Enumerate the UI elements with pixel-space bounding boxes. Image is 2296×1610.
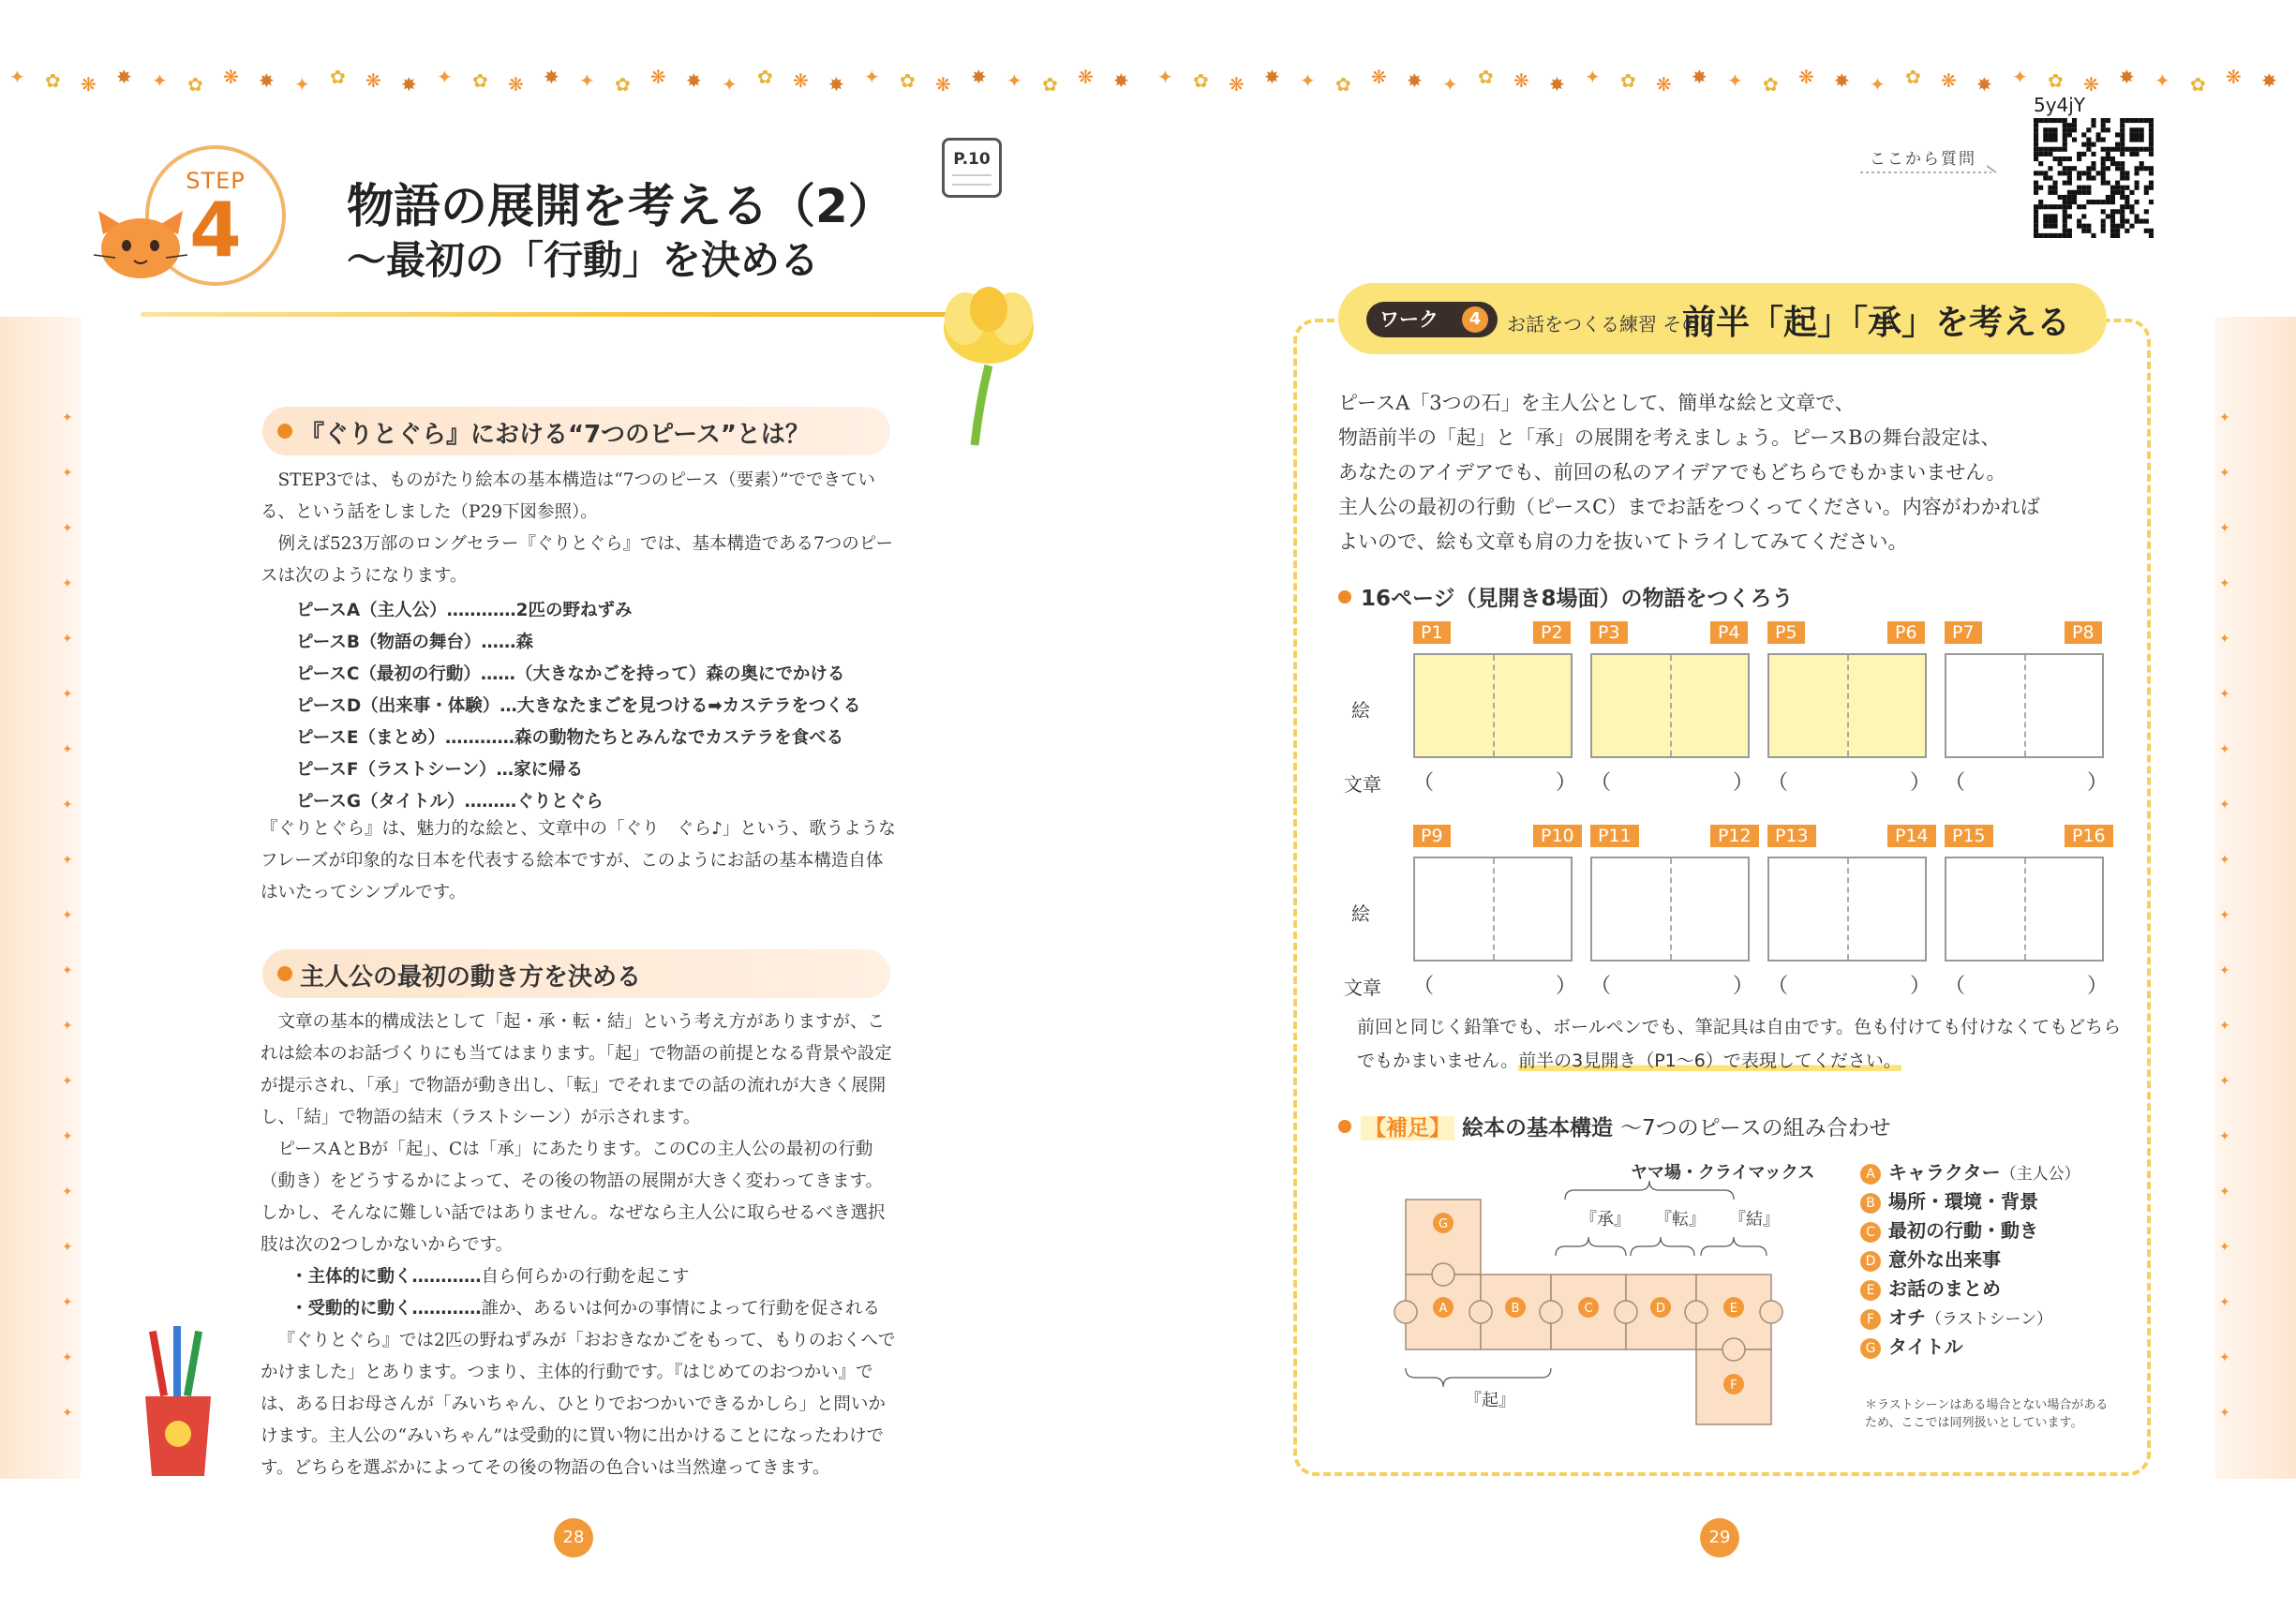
page-tag: P2 (1533, 621, 1571, 644)
leaf-icon: ✿ (472, 69, 488, 92)
legend-item (1860, 1303, 2052, 1330)
puzzle-letter-b: B (1511, 1302, 1520, 1316)
star-icon: ✦ (2219, 1074, 2230, 1089)
leaf-icon: ✿ (1335, 73, 1351, 96)
legend-note: （主人公） (2000, 1165, 2080, 1184)
star-icon: ✦ (62, 853, 73, 868)
row-label-text: 文章 (1344, 976, 1381, 999)
qr-caption-arrow (1860, 161, 2001, 176)
piece-value: （大きなかごを持って）森の奥にでかける (514, 664, 845, 684)
puzzle-letter-e: E (1729, 1302, 1738, 1316)
star-icon: ✦ (62, 1406, 73, 1421)
leaf-icon: ✿ (1905, 66, 1921, 88)
page-tag: P3 (1590, 621, 1628, 644)
puzzle-label-ki: 『起』 (1465, 1391, 1515, 1410)
legend-letter: G (1860, 1338, 1881, 1359)
leaf-icon: ❋ (1941, 69, 1957, 92)
legend-item (1860, 1245, 2001, 1272)
legend-item (1860, 1274, 2001, 1301)
yellow-flower-illustration (923, 281, 1054, 450)
leaf-icon: ✸ (1264, 66, 1280, 88)
section2-para2: ピースAとBが「起」、Cは「承」にあたります。このCの主人公の最初の行動（動き）をどうするかによって、その後の物語の展開が大きく変わってきます。しかし、そんなに難しい話ではありません。なぜなら主人公に取らせるべき選択肢は次の2つしかないからです。 (261, 1140, 886, 1255)
leaf-icon: ✸ (1976, 73, 1992, 96)
row-label-text: 文章 (1344, 773, 1381, 796)
leaf-icon: ❋ (2083, 73, 2099, 96)
choice-active (291, 1261, 690, 1293)
star-icon: ✦ (2219, 908, 2230, 923)
text-field-close: ） (2087, 975, 2109, 998)
leaf-icon: ✦ (579, 69, 595, 92)
leaf-icon: ❋ (223, 66, 239, 88)
page-tag: P8 (2065, 621, 2102, 644)
leaf-icon: ✸ (971, 66, 987, 88)
row-label-picture: 絵 (1351, 699, 1370, 722)
section1-heading-text: 『ぐりとぐら』における“7つのピース”とは？ (300, 421, 810, 449)
page-tag: P14 (1887, 825, 1936, 847)
leaf-icon: ✸ (1692, 66, 1707, 88)
text-field-close: ） (1556, 771, 1577, 795)
section1-para3: 『ぐりとぐら』は、魅力的な絵と、文章中の「ぐり ぐら♪」という、歌うようなフレーズが印象的な日本を代表する絵本ですが、このようにお話の基本構造自体はいたってシンプルです。 (261, 819, 896, 902)
star-icon: ✦ (62, 1350, 73, 1365)
legend-text: 最初の行動・動き (1888, 1219, 2038, 1242)
star-icon: ✦ (2219, 410, 2230, 425)
star-icon: ✦ (62, 742, 73, 757)
piece-value: ぐりとぐら (516, 792, 604, 812)
section2-body (261, 1006, 898, 1261)
star-icon: ✦ (2219, 1406, 2230, 1421)
leaf-icon: ✦ (1006, 69, 1022, 92)
piece-row (296, 691, 860, 723)
leaf-icon: ✸ (2119, 66, 2135, 88)
text-field-open: （ (1945, 975, 1966, 998)
legend-letter: D (1860, 1251, 1881, 1272)
puzzle-letter-a: A (1439, 1302, 1448, 1316)
work-title: 前半「起」「承」を考える (1682, 304, 2071, 342)
work-tag-label: ワーク (1379, 308, 1439, 331)
leaf-icon: ❋ (2226, 66, 2242, 88)
work-note (1357, 1010, 2125, 1078)
leaf-icon: ❋ (81, 73, 97, 96)
puzzle-label-yamaba: ヤマ場・クライマックス (1631, 1163, 1815, 1183)
legend-item (1860, 1157, 2080, 1185)
legend-note: （ラストシーン） (1926, 1310, 2053, 1329)
intro-line: 主人公の最初の行動（ピースC）までお話をつくってください。内容がわかれば (1338, 496, 2040, 518)
star-icon: ✦ (2219, 1129, 2230, 1144)
legend-text: オチ (1888, 1306, 1926, 1329)
leaf-icon: ❋ (1798, 66, 1814, 88)
star-icon: ✦ (2219, 1350, 2230, 1365)
hosoku-title: 絵本の基本構造 (1462, 1116, 1614, 1140)
star-icon: ✦ (62, 1185, 73, 1200)
text-field-close: ） (1556, 975, 1577, 998)
star-icon: ✦ (62, 1074, 73, 1089)
intro-line: ピースA「3つの石」を主人公として、簡単な絵と文章で、 (1338, 392, 1855, 414)
piece-label: ピースC（最初の行動）…… (296, 664, 515, 684)
text-field-open: （ (1413, 975, 1435, 998)
leaf-icon: ❋ (935, 73, 951, 96)
puzzle-diagram (1378, 1148, 1809, 1439)
section1-heading (262, 407, 890, 455)
puzzle-label-sho: 『承』 (1580, 1210, 1631, 1230)
text-field-close: ） (1910, 771, 1931, 795)
right-side-stars (2215, 412, 2234, 1462)
text-field-open: （ (1945, 771, 1966, 795)
row-label-picture: 絵 (1351, 902, 1370, 925)
leaf-icon: ✦ (152, 69, 168, 92)
leaf-icon: ✦ (864, 66, 880, 88)
left-side-stars (58, 412, 77, 1462)
page-tag: P16 (2065, 825, 2113, 847)
legend-letter: A (1860, 1164, 1881, 1185)
leaf-icon: ✸ (1113, 69, 1129, 92)
puzzle-label-ketsu: 『結』 (1729, 1210, 1780, 1230)
star-icon: ✦ (2219, 742, 2230, 757)
section1-conclusion (261, 813, 898, 909)
qr-caption: ここから質問 (1870, 150, 1976, 169)
intro-line: よいので、絵も文章も肩の力を抜いてトライしてみてください。 (1338, 530, 1908, 553)
picture-box[interactable] (1590, 857, 1750, 962)
piece-value: 大きなたまごを見つける➡カステラをつくる (516, 696, 861, 716)
leaf-icon: ✿ (615, 73, 631, 96)
puzzle-label-ten: 『転』 (1655, 1210, 1706, 1230)
leaf-icon: ❋ (365, 69, 381, 92)
legend-letter: E (1860, 1280, 1881, 1301)
legend-text: お話のまとめ (1888, 1277, 2001, 1300)
text-field-close: ） (1733, 771, 1754, 795)
leaf-icon: ❋ (508, 73, 524, 96)
piece-value: 2匹の野ねずみ (515, 601, 633, 620)
leaf-icon: ✦ (1585, 66, 1601, 88)
leaf-icon: ✿ (45, 69, 61, 92)
piece-label: ピースF（ラストシーン）… (296, 760, 514, 780)
star-icon: ✦ (62, 632, 73, 647)
star-icon: ✦ (62, 1019, 73, 1034)
leaf-icon: ✸ (401, 73, 417, 96)
star-icon: ✦ (2219, 963, 2230, 978)
puzzle-letter-g: G (1438, 1217, 1449, 1231)
star-icon: ✦ (62, 1129, 73, 1144)
leaf-icon: ✸ (116, 66, 132, 88)
piece-value: 森の動物たちとみんなでカステラを食べる (514, 728, 844, 748)
leaf-icon: ❋ (1229, 73, 1245, 96)
page-number-right: 29 (1700, 1518, 1739, 1558)
leaf-icon: ✸ (1549, 73, 1565, 96)
text-field-open: （ (1767, 975, 1789, 998)
leaf-icon: ✦ (1870, 73, 1886, 96)
star-icon: ✦ (2219, 576, 2230, 591)
page-tag: P13 (1767, 825, 1816, 847)
piece-label: ピースA（主人公）………… (296, 601, 516, 620)
section1-para1: STEP3では、ものがたり絵本の基本構造は“7つのピース（要素）”でできている、という話をしました（P29下図参照）。 (261, 470, 876, 522)
work-number: 4 (1462, 306, 1488, 333)
story-heading (1338, 581, 1794, 612)
choice-passive (291, 1293, 880, 1325)
leaf-icon: ✦ (1727, 69, 1743, 92)
leaf-icon: ✸ (2261, 69, 2277, 92)
picture-box[interactable] (1767, 653, 1927, 758)
section2-conclusion (261, 1325, 898, 1484)
leaf-icon: ✦ (2012, 66, 2028, 88)
star-icon: ✦ (62, 521, 73, 536)
leaf-icon: ✿ (187, 73, 203, 96)
leaf-icon: ✦ (1157, 66, 1173, 88)
qr-code-icon[interactable] (2034, 118, 2154, 238)
leaf-icon: ❋ (1513, 69, 1529, 92)
leaf-icon: ✦ (722, 73, 738, 96)
qr-code-id: 5y4jY (2034, 94, 2086, 116)
legend-item (1860, 1215, 2038, 1243)
legend-item (1860, 1186, 2038, 1214)
star-icon: ✦ (62, 687, 73, 702)
legend-text: キャラクター (1888, 1161, 2001, 1184)
leaf-icon: ❋ (1078, 66, 1094, 88)
hosoku-subtitle: 〜7つのピースの組み合わせ (1620, 1116, 1891, 1140)
star-icon: ✦ (62, 576, 73, 591)
story-heading-text: 16ページ（見開き8場面）の物語をつくろう (1361, 587, 1794, 611)
piece-label: ピースB（物語の舞台）…… (296, 633, 516, 652)
section1-para2: 例えば523万部のロングセラー『ぐりとぐら』では、基本構造である7つのピースは次のようになります。 (261, 534, 893, 586)
text-field-close: ） (2087, 771, 2109, 795)
page-tag: P5 (1767, 621, 1805, 644)
page-tag: P7 (1945, 621, 1982, 644)
piece-row (296, 595, 633, 627)
leaf-icon: ✿ (1620, 69, 1636, 92)
intro-line: 物語前半の「起」と「承」の展開を考えましょう。ピースBの舞台設定は、 (1338, 426, 2001, 449)
star-icon: ✦ (2219, 687, 2230, 702)
section2-heading (262, 949, 890, 998)
section2-para3: 『ぐりとぐら』では2匹の野ねずみが「おおきなかごをもって、もりのおくへでかけました」とあります。つまり、主体的行動です。『はじめてのおつかい』では、ある日お母さんが「みいちゃん、ひとりでおつかいできるかしら」と問いかけます。主人公の“みいちゃん”は受動的に買い物に出かけることになったわけです。どちらを選ぶかによってその後の物語の色合いは当然違ってきます。 (261, 1331, 896, 1478)
step-label: STEP (186, 168, 246, 194)
page-tag: P1 (1413, 621, 1451, 644)
star-icon: ✦ (62, 908, 73, 923)
piece-row (296, 659, 844, 691)
picture-box[interactable] (1945, 857, 2104, 962)
piece-row (296, 627, 533, 659)
piece-label: ピースG（タイトル）……… (296, 792, 517, 812)
leaf-icon: ✿ (757, 66, 773, 88)
page-tag: P12 (1710, 825, 1759, 847)
intro-line: あなたのアイデアでも、前回の私のアイデアでもどちらでもかまいません。 (1338, 461, 2006, 484)
piece-row (296, 754, 583, 786)
section2-heading-text: 主人公の最初の動き方を決める (300, 963, 642, 991)
work-note-part2: 前半の3見開き（P1〜6）で表現してください。 (1518, 1051, 1901, 1071)
leaf-icon: ✦ (1300, 69, 1316, 92)
legend-letter: C (1860, 1222, 1881, 1243)
leaf-icon: ✦ (294, 73, 310, 96)
leaf-icon: ❋ (1371, 66, 1387, 88)
star-icon: ✦ (62, 798, 73, 812)
star-icon: ✦ (62, 1295, 73, 1310)
leaf-icon: ✿ (330, 66, 346, 88)
top-garland-left (0, 66, 1148, 103)
star-icon: ✦ (2219, 1295, 2230, 1310)
title-underline (141, 312, 956, 317)
picture-box[interactable] (1767, 857, 1927, 962)
notebook-reference-label: P.10 (953, 150, 991, 169)
puzzle-letter-c: C (1584, 1302, 1593, 1316)
star-icon: ✦ (2219, 632, 2230, 647)
notebook-reference-icon (942, 138, 1002, 198)
picture-box[interactable] (1413, 857, 1573, 962)
leaf-icon: ✿ (900, 69, 916, 92)
text-field-close: ） (1733, 975, 1754, 998)
step-number: 4 (189, 186, 242, 274)
hosoku-heading (1338, 1111, 1891, 1141)
leaf-icon: ✦ (2154, 69, 2170, 92)
section1-intro (261, 465, 898, 592)
leaf-icon: ✸ (1834, 69, 1850, 92)
leaf-icon: ✿ (1478, 66, 1494, 88)
text-field-open: （ (1590, 975, 1612, 998)
star-icon: ✦ (2219, 1019, 2230, 1034)
page-tag: P10 (1533, 825, 1582, 847)
top-garland-right (1148, 66, 2296, 103)
leaf-icon: ✿ (1763, 73, 1779, 96)
star-icon: ✦ (62, 466, 73, 481)
legend-text: タイトル (1888, 1335, 1963, 1358)
page-number-left: 28 (554, 1518, 593, 1558)
choice-active-label: ・主体的に動く………… (291, 1267, 482, 1287)
work-intro (1338, 386, 2116, 559)
choice-passive-value: 誰か、あるいは何かの事情によって行動を促される (481, 1299, 881, 1319)
leaf-icon: ✦ (9, 66, 25, 88)
choice-passive-label: ・受動的に動く………… (291, 1299, 482, 1319)
leaf-icon: ✸ (259, 69, 275, 92)
leaf-icon: ✿ (2190, 73, 2206, 96)
leaf-icon: ✿ (1042, 73, 1058, 96)
text-field-close: ） (1910, 975, 1931, 998)
section2-para1: 文章の基本的構成法として「起・承・転・結」という考え方がありますが、これは絵本のお話づくりにも当てはまります。「起」で物語の前提となる背景や設定が提示され、「承」で物語が動き出し、「転」でそれまでの話の流れが大きく展開し、「結」で物語の結末（ラストシーン）が示されます。 (261, 1012, 892, 1127)
star-icon: ✦ (2219, 466, 2230, 481)
leaf-icon: ✸ (686, 69, 702, 92)
leaf-icon: ✦ (1442, 73, 1458, 96)
legend-letter: B (1860, 1193, 1881, 1214)
leaf-icon: ✸ (544, 66, 559, 88)
star-icon: ✦ (2219, 798, 2230, 812)
leaf-icon: ✦ (437, 66, 453, 88)
star-icon: ✦ (2219, 853, 2230, 868)
text-field-open: （ (1590, 771, 1612, 795)
piece-value: 森 (515, 633, 533, 652)
star-icon: ✦ (62, 963, 73, 978)
piece-label: ピースE（まとめ）………… (296, 728, 514, 748)
cat-illustration (89, 206, 192, 281)
piece-value: 家に帰る (514, 760, 584, 780)
star-icon: ✦ (2219, 1185, 2230, 1200)
page-title-line1: 物語の展開を考える（2） (347, 179, 895, 233)
star-icon: ✦ (2219, 1240, 2230, 1255)
star-icon: ✦ (62, 410, 73, 425)
picture-box[interactable] (1590, 653, 1750, 758)
footnote: ＊ラストシーンはある場合とない場合があるため、ここでは同列扱いとしています。 (1865, 1398, 2109, 1430)
picture-box[interactable] (1945, 653, 2104, 758)
work-subtitle: お話をつくる練習 その2 (1507, 313, 1713, 335)
hosoku-tag: 【補足】 (1361, 1116, 1454, 1140)
leaf-icon: ✿ (2048, 69, 2064, 92)
picture-box[interactable] (1413, 653, 1573, 758)
leaf-icon: ❋ (650, 66, 666, 88)
text-field-open: （ (1413, 771, 1435, 795)
leaf-icon: ✿ (1193, 69, 1209, 92)
page-tag: P4 (1710, 621, 1748, 644)
work-tag (1366, 302, 1498, 337)
leaf-icon: ✸ (828, 73, 844, 96)
star-icon: ✦ (2219, 521, 2230, 536)
page-tag: P15 (1945, 825, 1993, 847)
leaf-icon: ❋ (793, 69, 809, 92)
text-field-open: （ (1767, 771, 1789, 795)
legend-text: 場所・環境・背景 (1888, 1190, 2038, 1213)
legend-item (1860, 1332, 1963, 1359)
star-icon: ✦ (62, 1240, 73, 1255)
page-tag: P11 (1590, 825, 1639, 847)
piece-label: ピースD（出来事・体験）… (296, 696, 517, 716)
legend-letter: F (1860, 1309, 1881, 1330)
work-note-part1: 前回と同じく鉛筆でも、ボールペンでも、筆記具は自由です。色も付けても付けなくてもどちらでもかまいません。 (1357, 1017, 2122, 1071)
leaf-icon: ✸ (1407, 69, 1423, 92)
page-tag: P9 (1413, 825, 1451, 847)
piece-row (296, 723, 843, 754)
puzzle-letter-d: D (1655, 1302, 1666, 1316)
pen-cup-illustration (131, 1321, 225, 1481)
legend-text: 意外な出来事 (1888, 1248, 2001, 1271)
choice-active-value: 自ら何らかの行動を起こす (481, 1267, 690, 1287)
page-title-line2: 〜最初の「行動」を決める (347, 237, 820, 283)
page-tag: P6 (1887, 621, 1925, 644)
leaf-icon: ❋ (1656, 73, 1672, 96)
puzzle-letter-f: F (1730, 1379, 1737, 1393)
